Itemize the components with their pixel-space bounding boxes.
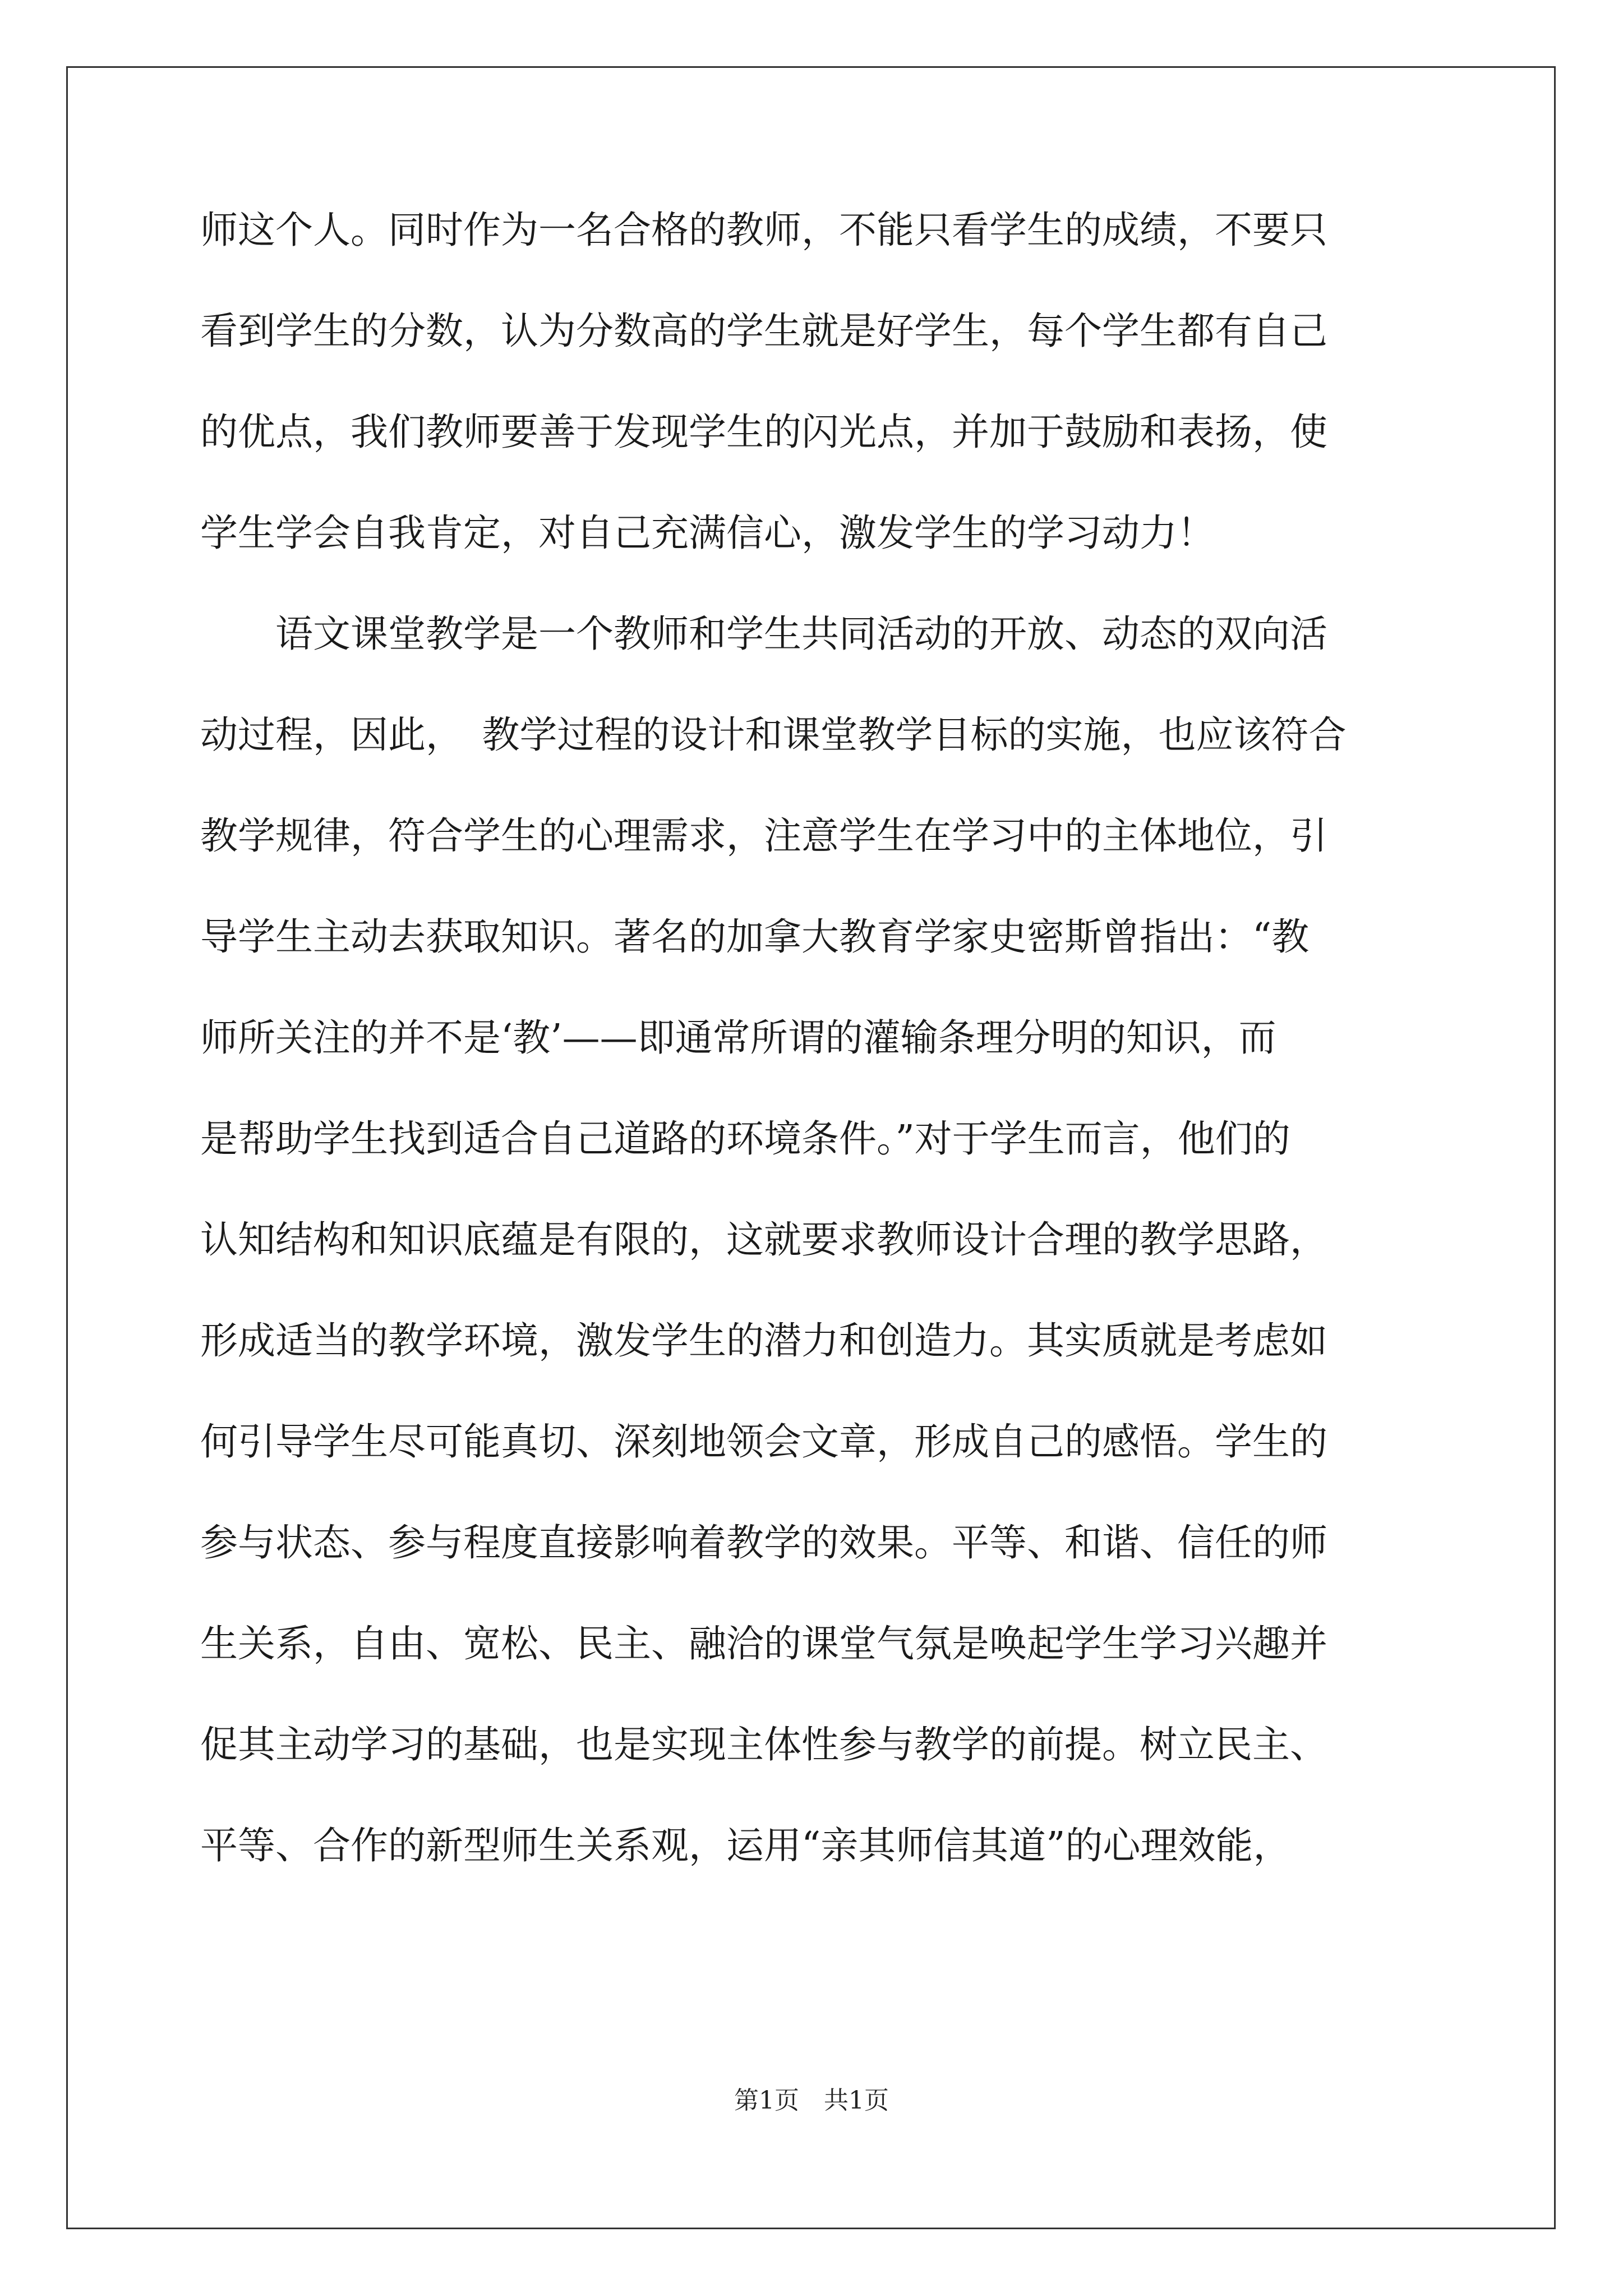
text-line: 平等、合作的新型师生关系观，运用“亲其师信其道”的心理效能， <box>200 1824 1291 1867</box>
page-number-footer: 第1页 共1页 <box>734 2086 889 2115</box>
text-line: 导学生主动去获取知识。著名的加拿大教育学家史密斯曾指出：“教 <box>200 915 1310 959</box>
text-line: 何引导学生尽可能真切、深刻地领会文章，形成自己的感悟。学生的 <box>200 1420 1327 1464</box>
text-line: 促其主动学习的基础，也是实现主体性参与教学的前提。树立民主、 <box>200 1723 1327 1766</box>
text-line: 的优点，我们教师要善于发现学生的闪光点，并加于鼓励和表扬，使 <box>200 410 1327 454</box>
text-line: 生关系，自由、宽松、民主、融洽的课堂气氛是唤起学生学习兴趣并 <box>200 1622 1327 1665</box>
text-line: 教学规律，符合学生的心理需求，注意学生在学习中的主体地位，引 <box>200 814 1327 858</box>
text-line: 看到学生的分数，认为分数高的学生就是好学生，每个学生都有自己 <box>200 309 1327 353</box>
text-line: 语文课堂教学是一个教师和学生共同活动的开放、动态的双向活 <box>200 612 1327 656</box>
text-line: 动过程，因此， 教学过程的设计和课堂教学目标的实施，也应该符合 <box>200 713 1347 757</box>
text-line: 是帮助学生找到适合自己道路的环境条件。”对于学生而言，他们的 <box>200 1117 1290 1161</box>
text-line: 认知结构和知识底蕴是有限的，这就要求教师设计合理的教学思路， <box>200 1218 1327 1262</box>
text-line: 师这个人。同时作为一名合格的教师，不能只看学生的成绩，不要只 <box>200 208 1327 252</box>
text-line: 学生学会自我肯定，对自己充满信心，激发学生的学习动力！ <box>200 511 1215 555</box>
text-line: 形成适当的教学环境，激发学生的潜力和创造力。其实质就是考虑如 <box>200 1319 1327 1363</box>
text-line: 师所关注的并不是‘教’——即通常所谓的灌输条理分明的知识，而 <box>200 1016 1276 1060</box>
text-line: 参与状态、参与程度直接影响着教学的效果。平等、和谐、信任的师 <box>200 1521 1327 1565</box>
